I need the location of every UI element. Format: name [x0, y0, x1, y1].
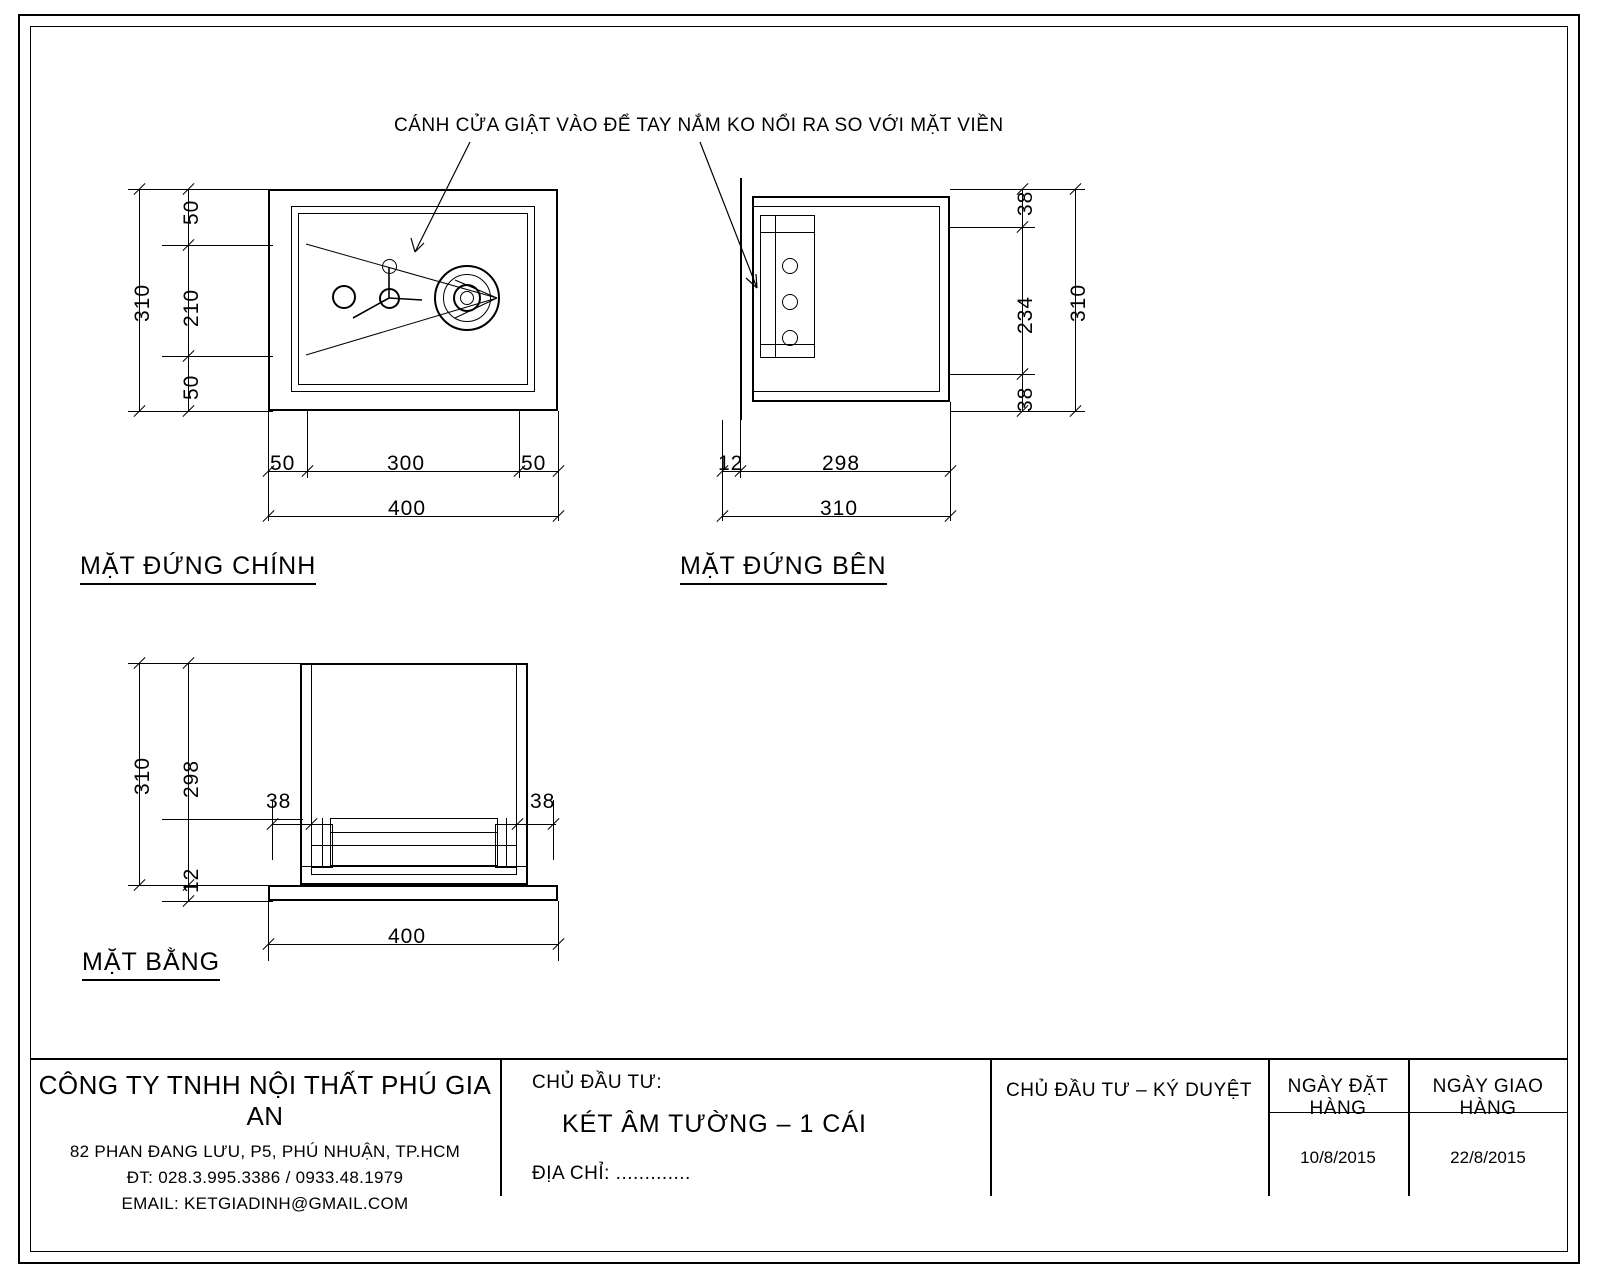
plan-dim-298: 298 — [180, 759, 203, 798]
annotation-text: CÁNH CỬA GIẬT VÀO ĐỂ TAY NẮM KO NỔI RA SO VỚI MẶT VIỀN — [394, 115, 1004, 136]
front-dim-h-left-50: 50 — [270, 452, 296, 475]
front-dim-210: 210 — [180, 288, 203, 327]
side-hinge-line — [775, 215, 776, 358]
side-bolt-2 — [782, 294, 798, 310]
side-ext-hr — [950, 402, 951, 521]
front-ext-bot — [128, 411, 273, 412]
delivery-date-label: NGÀY GIAO HÀNG — [1432, 1076, 1544, 1119]
front-ext-h50b — [519, 411, 520, 478]
plan-dim-12: 12 — [180, 867, 203, 893]
plan-ext-hl — [268, 901, 269, 961]
plan-door-line-3 — [300, 866, 528, 867]
side-face-plate-left — [740, 178, 742, 420]
plan-detail-v2 — [506, 818, 507, 868]
order-date-label: NGÀY ĐẶT HÀNG — [1287, 1076, 1389, 1119]
company-address: 82 PHAN ĐANG LƯU, P5, PHÚ NHUẬN, TP.HCM — [69, 1142, 461, 1161]
side-bolt-1 — [782, 258, 798, 274]
front-ext-50b — [162, 356, 273, 357]
side-dim-top-38: 38 — [1014, 190, 1037, 216]
front-ext-top — [128, 189, 273, 190]
side-dim-h-298: 298 — [822, 452, 861, 475]
plan-door-line-2 — [311, 845, 517, 846]
front-dim-top-50: 50 — [180, 199, 203, 225]
client-label: CHỦ ĐẦU TƯ: — [532, 1072, 663, 1093]
delivery-date-value: 22/8/2015 — [1450, 1148, 1526, 1167]
side-dim-bot-38: 38 — [1014, 386, 1037, 412]
plan-ext-hr — [558, 901, 559, 961]
side-view-title: MẶT ĐỨNG BÊN — [680, 552, 887, 585]
plan-view-title: MẶT BẰNG — [82, 948, 220, 981]
side-bolt-3 — [782, 330, 798, 346]
front-dial-center — [460, 291, 474, 305]
front-ext-50a — [162, 245, 273, 246]
front-ext-hl — [268, 411, 269, 521]
company-email: EMAIL: KETGIADINH@GMAIL.COM — [121, 1194, 409, 1213]
plan-detail-v1 — [322, 818, 323, 868]
plan-ext-mid — [162, 819, 303, 820]
approval-label: CHỦ ĐẦU TƯ – KÝ DUYỆT — [1006, 1080, 1252, 1101]
product-name: KÉT ÂM TƯỜNG – 1 CÁI — [562, 1110, 867, 1138]
plan-ext-bot2 — [162, 901, 273, 902]
front-dim-h-400: 400 — [388, 497, 427, 520]
company-name: CÔNG TY TNHH NỘI THẤT PHÚ GIA AN — [38, 1070, 492, 1131]
front-view-title: MẶT ĐỨNG CHÍNH — [80, 552, 316, 585]
front-ext-hr — [558, 411, 559, 521]
front-ext-h50a — [307, 411, 308, 478]
plan-dim-400: 400 — [388, 925, 427, 948]
front-handle-knob-left — [332, 285, 356, 309]
front-dim-h-right-50: 50 — [521, 452, 547, 475]
plan-door-line-1 — [330, 832, 498, 833]
plan-front-plate — [268, 885, 558, 901]
side-dim-h-310: 310 — [820, 497, 859, 520]
plan-dim-38-right: 38 — [530, 790, 556, 813]
front-handle-hub — [379, 288, 400, 309]
plan-door-assembly — [330, 818, 498, 866]
plan-dim-38-left: 38 — [266, 790, 292, 813]
title-block — [30, 1058, 1568, 1213]
plan-ext-top — [128, 663, 303, 664]
client-address-label: ĐỊA CHỈ: ............. — [532, 1163, 691, 1184]
front-dim-bot-50: 50 — [180, 374, 203, 400]
side-dim-310: 310 — [1067, 283, 1090, 322]
side-dim-h-12: 12 — [718, 452, 744, 475]
side-hinge-top-line — [760, 232, 815, 233]
plan-dim-38-right-line — [512, 824, 556, 825]
order-date-value: 10/8/2015 — [1300, 1148, 1376, 1167]
side-dim-234: 234 — [1014, 295, 1037, 334]
front-dim-h-300: 300 — [387, 452, 426, 475]
company-phone: ĐT: 028.3.995.3386 / 0933.48.1979 — [126, 1168, 404, 1187]
front-handle-knob-top — [382, 259, 397, 274]
front-dim-310: 310 — [131, 283, 154, 322]
plan-dim-310: 310 — [131, 756, 154, 795]
